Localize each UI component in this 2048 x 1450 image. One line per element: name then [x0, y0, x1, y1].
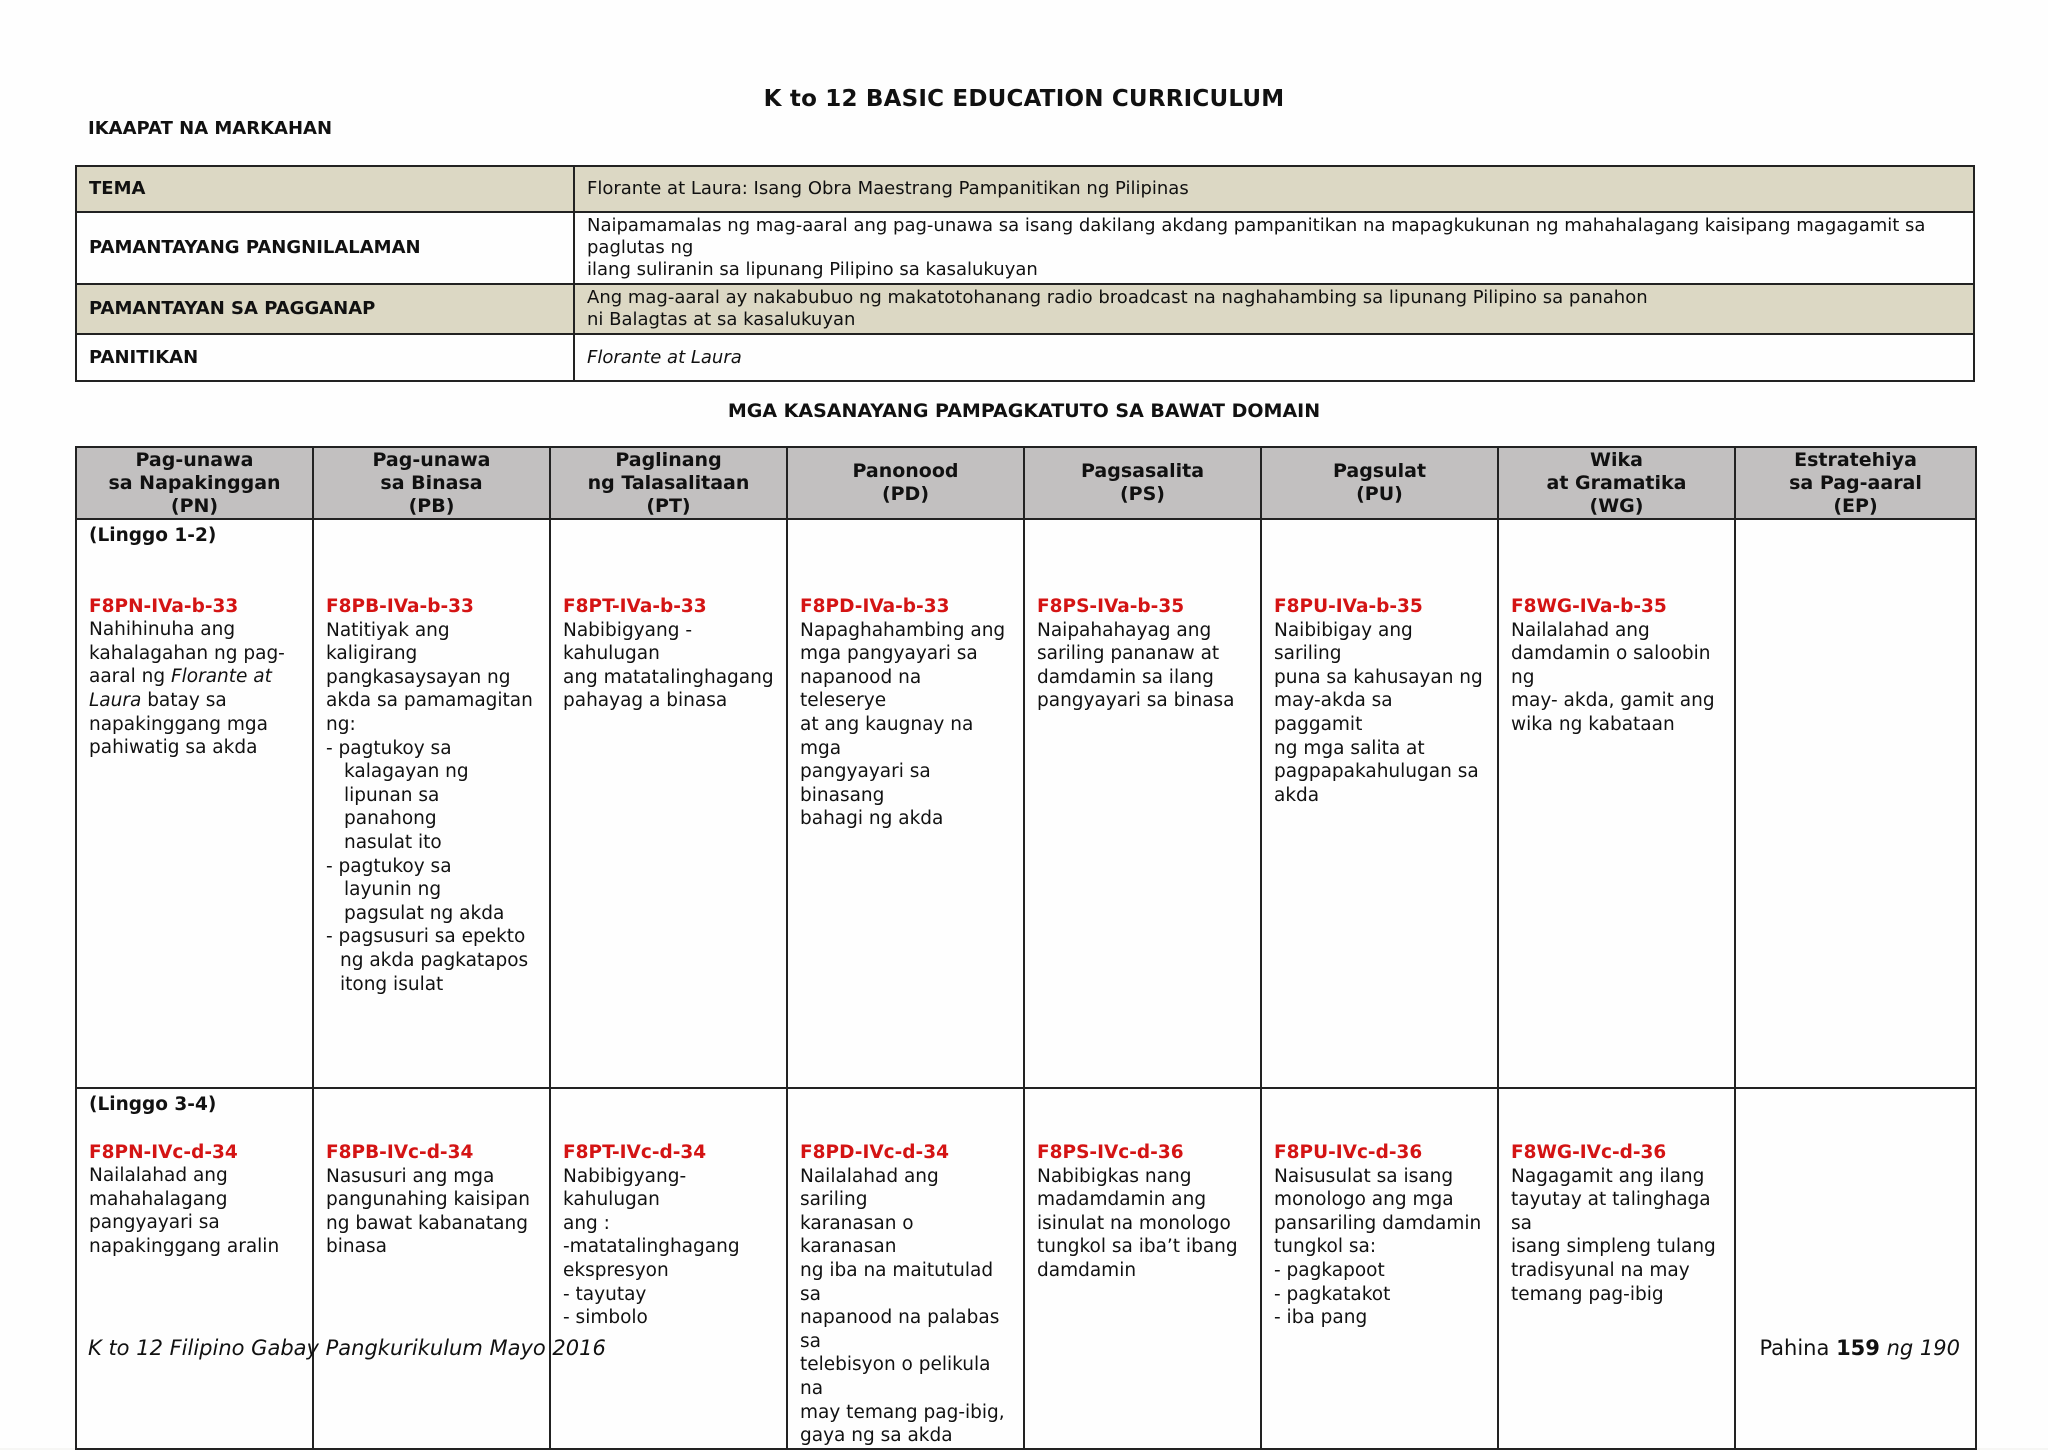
pangnilalaman-line: ilang suliranin sa lipunang Pilipino sa kasalukuyan: [587, 259, 1038, 280]
competencies-table: [75, 446, 1977, 1450]
competency-code: F8PD-IVc-d-34: [800, 1142, 949, 1163]
footer-document-name: K to 12 Filipino Gabay Pangkurikulum Mayo 2016: [88, 1336, 606, 1360]
column-header-ep: Estratehiya sa Pag-aaral (EP): [1735, 447, 1976, 519]
tema-row: [76, 166, 1974, 212]
cell-pd-week2: F8PD-IVc-d-34 Nailalahad ang sariling karanasan o karanasan ng iba na maitutulad sa napanood na palabas sa telebisyon o pelikula na may temang pag-ibig, gaya ng sa akda: [787, 1088, 1024, 1449]
cell-ep-week2: [1735, 1088, 1976, 1449]
competency-code: F8PT-IVa-b-33: [563, 596, 707, 617]
pagganap-value: [574, 284, 1974, 334]
competency-code: F8PU-IVc-d-36: [1274, 1142, 1423, 1163]
quarter-label: IKAAPAT NA MARKAHAN: [88, 118, 333, 139]
week-label: (Linggo 3-4): [89, 1094, 217, 1115]
cell-ps-week1: F8PS-IVa-b-35 Naipahahayag ang sariling pananaw at damdamin sa ilang pangyayari sa binasa: [1024, 519, 1261, 1088]
standards-table: [75, 165, 1975, 382]
domain-header-row: [76, 447, 1976, 519]
week-label: (Linggo 1-2): [89, 525, 217, 546]
pangnilalaman-label: PAMANTAYANG PANGNILALAMAN: [76, 212, 574, 284]
cell-ps-week2: F8PS-IVc-d-36 Nabibigkas nang madamdamin ang isinulat na monologo tungkol sa iba’t ibang damdamin: [1024, 1088, 1261, 1449]
cell-pu-week2: F8PU-IVc-d-36 Naisusulat sa isang monologo ang mga pansariling damdamin tungkol sa: - pagkapoot - pagkatakot - iba pang: [1261, 1088, 1498, 1449]
competency-code: F8PB-IVa-b-33: [326, 596, 474, 617]
column-header-pn: Pag-unawa sa Napakinggan (PN): [76, 447, 313, 519]
competency-code: F8PB-IVc-d-34: [326, 1142, 474, 1163]
cell-wg-week1: F8WG-IVa-b-35 Nailalahad ang damdamin o saloobin ng may- akda, gamit ang wika ng kabataan: [1498, 519, 1735, 1088]
cell-pu-week1: F8PU-IVa-b-35 Naibibigay ang sariling puna sa kahusayan ng may-akda sa paggamit ng mga salita at pagpapakahulugan sa akda: [1261, 519, 1498, 1088]
week-row-3-4: [76, 1088, 1976, 1449]
pagganap-label: PAMANTAYAN SA PAGGANAP: [76, 284, 574, 334]
column-header-pd: Panonood (PD): [787, 447, 1024, 519]
domain-section-title: MGA KASANAYANG PAMPAGKATUTO SA BAWAT DOMAIN: [727, 400, 1321, 422]
tema-label: TEMA: [76, 166, 574, 212]
competency-code: F8PN-IVc-d-34: [89, 1141, 238, 1163]
pangnilalaman-line: Naipamamalas ng mag-aaral ang pag-unawa sa isang dakilang akdang pampanitikan na mapagkukunan ng mahahalagang kaisipang magagamit sa paglutas ng: [587, 215, 1926, 258]
cell-pt-week2: F8PT-IVc-d-34 Nabibigyang-kahulugan ang : -matatalinghagang ekspresyon - tayutay - simbolo: [550, 1088, 787, 1449]
cell-pb-week2: F8PB-IVc-d-34 Nasusuri ang mga pangunahing kaisipan ng bawat kabanatang binasa: [313, 1088, 550, 1449]
panitikan-value: Florante at Laura: [574, 334, 1974, 381]
competency-code: F8PS-IVc-d-36: [1037, 1142, 1184, 1163]
pagganap-line: Ang mag-aaral ay nakabubuo ng makatotohanang radio broadcast na naghahambing sa lipunang Pilipino sa panahon: [587, 287, 1648, 308]
competency-code: F8WG-IVc-d-36: [1511, 1142, 1667, 1163]
document-title: K to 12 BASIC EDUCATION CURRICULUM: [763, 86, 1285, 112]
cell-pn-week2: (Linggo 3-4) F8PN-IVc-d-34 Nailalahad ang mahahalagang pangyayari sa napakinggang aralin: [76, 1088, 313, 1449]
cell-pd-week1: F8PD-IVa-b-33 Napaghahambing ang mga pangyayari sa napanood na teleserye at ang kaugnay na mga pangyayari sa binasang bahagi ng akda: [787, 519, 1024, 1088]
pangnilalaman-value: [574, 212, 1974, 284]
competency-code: F8PN-IVa-b-33: [89, 595, 239, 617]
pangnilalaman-row: [76, 212, 1974, 284]
competency-code: F8PD-IVa-b-33: [800, 596, 950, 617]
competency-code: F8WG-IVa-b-35: [1511, 596, 1667, 617]
competency-code: F8PT-IVc-d-34: [563, 1142, 707, 1163]
column-header-wg: Wika at Gramatika (WG): [1498, 447, 1735, 519]
competency-code: F8PS-IVa-b-35: [1037, 596, 1185, 617]
competency-code: F8PU-IVa-b-35: [1274, 596, 1423, 617]
cell-pn-week1: (Linggo 1-2) F8PN-IVa-b-33 Nahihinuha ang kahalagahan ng pag- aaral ng Florante at Laura batay sa napakinggang mga pahiwatig sa akda: [76, 519, 313, 1088]
column-header-pu: Pagsulat (PU): [1261, 447, 1498, 519]
column-header-ps: Pagsasalita (PS): [1024, 447, 1261, 519]
cell-ep-week1: [1735, 519, 1976, 1088]
column-header-pb: Pag-unawa sa Binasa (PB): [313, 447, 550, 519]
pagganap-row: [76, 284, 1974, 334]
panitikan-row: [76, 334, 1974, 381]
tema-value: Florante at Laura: Isang Obra Maestrang Pampanitikan ng Pilipinas: [574, 166, 1974, 212]
panitikan-label: PANITIKAN: [76, 334, 574, 381]
pagganap-line: ni Balagtas at sa kasalukuyan: [587, 309, 856, 330]
cell-pt-week1: F8PT-IVa-b-33 Nabibigyang -kahulugan ang matatalinghagang pahayag a binasa: [550, 519, 787, 1088]
column-header-pt: Paglinang ng Talasalitaan (PT): [550, 447, 787, 519]
cell-wg-week2: F8WG-IVc-d-36 Nagagamit ang ilang tayutay at talinghaga sa isang simpleng tulang tradisyunal na may temang pag-ibig: [1498, 1088, 1735, 1449]
week-row-1-2: [76, 519, 1976, 1088]
footer-page-number: Pahina 159 ng 190: [1759, 1336, 1960, 1360]
cell-pb-week1: F8PB-IVa-b-33 Natitiyak ang kaligirang pangkasaysayan ng akda sa pamamagitan ng: - pagtukoy sa kalagayan ng lipunan sa panahong nasulat ito - pagtukoy sa layunin ng pagsulat ng akda - pagsusuri sa epekto ng akda pagkatapos itong isulat: [313, 519, 550, 1088]
